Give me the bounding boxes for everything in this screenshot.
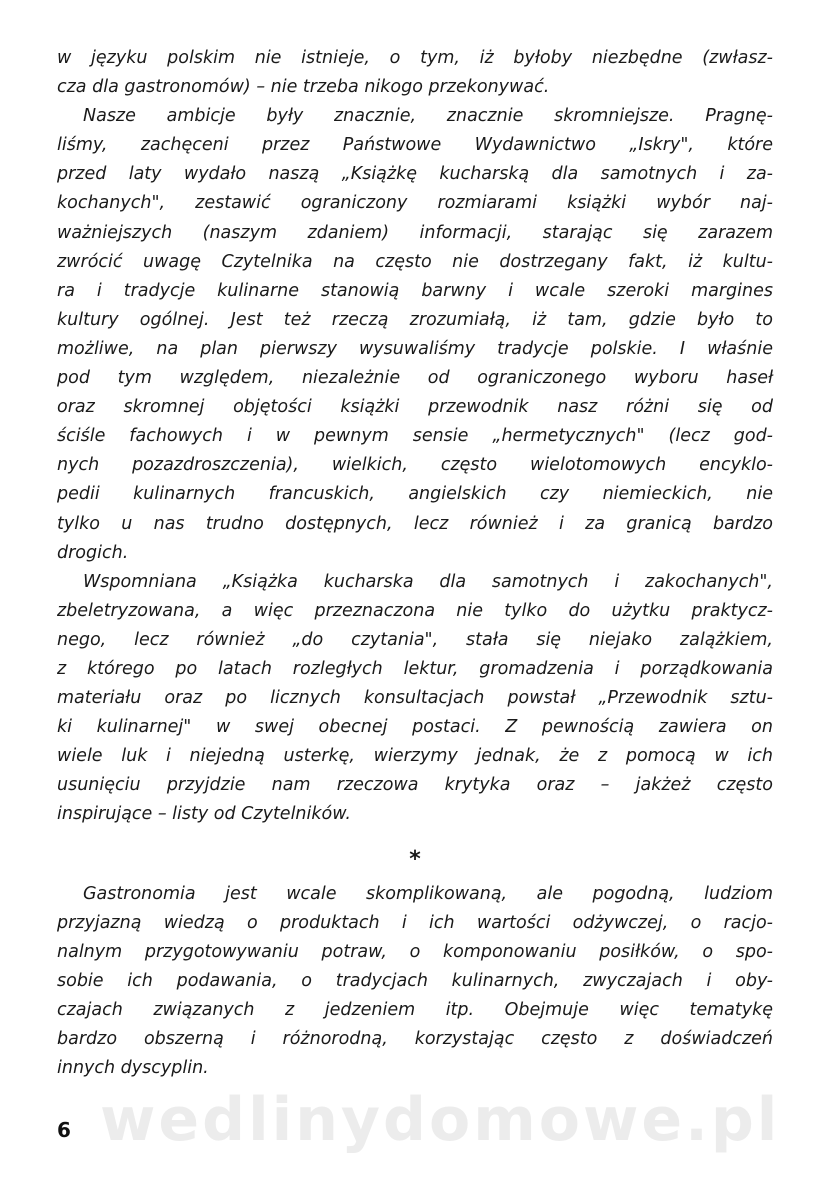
page-number: 6 xyxy=(57,1118,71,1142)
text-line: oraz skromnej objętości książki przewodnik nasz różni się od xyxy=(57,397,773,418)
text-line: innych dyscyplin. xyxy=(57,1058,209,1079)
section-gastronomy-text xyxy=(57,880,773,1084)
text-line: ściśle fachowych i w pewnym sensie „hermetycznych" (lecz god- xyxy=(57,426,773,447)
text-line: cza dla gastronomów) – nie trzeba nikogo przekonywać. xyxy=(57,77,550,98)
watermark: wedlinydomowe.pl xyxy=(100,1085,781,1155)
page-body xyxy=(57,44,773,1083)
text-line: pedii kulinarnych francuskich, angielskich czy niemieckich, nie xyxy=(57,484,773,505)
text-line: Nasze ambicje były znacznie, znacznie skromniejsze. Pragnę- xyxy=(83,106,773,127)
text-line: z którego po latach rozległych lektur, gromadzenia i porządkowania xyxy=(57,658,773,679)
text-line: bardzo obszerną i różnorodną, korzystając często z doświadczeń xyxy=(57,1029,773,1049)
text-line: Gastronomia jest wcale skomplikowaną, ale pogodną, ludziom xyxy=(83,883,773,904)
paragraph xyxy=(57,102,773,568)
paragraph xyxy=(57,44,773,102)
text-line: przyjazną wiedzą o produktach i ich wartości odżywczej, o racjo- xyxy=(57,912,773,933)
text-line: nalnym przygotowywaniu potraw, o komponowaniu posiłków, o spo- xyxy=(57,941,773,962)
text-line: tylko u nas trudno dostępnych, lecz również i za granicą bardzo xyxy=(57,513,773,534)
text-line: sobie ich podawania, o tradycjach kulinarnych, zwyczajach i oby- xyxy=(57,970,773,991)
section-main-text xyxy=(57,44,773,830)
text-line: możliwe, na plan pierwszy wysuwaliśmy tradycje polskie. I właśnie xyxy=(57,338,773,359)
text-line: ważniejszych (naszym zdaniem) informacji, starając się zarazem xyxy=(57,222,773,243)
text-line: przed laty wydało naszą „Książkę kucharską dla samotnych i za- xyxy=(57,164,773,185)
text-line: usunięciu przyjdzie nam rzeczowa krytyka oraz – jakżeż często xyxy=(57,775,773,796)
text-line: Wspomniana „Książka kucharska dla samotnych i zakochanych", xyxy=(83,571,773,592)
text-line: liśmy, zachęceni przez Państwowe Wydawnictwo „Iskry", które xyxy=(57,135,773,156)
text-line: nego, lecz również „do czytania", stała się niejako zalążkiem, xyxy=(57,629,773,650)
text-line: ki kulinarnej" w swej obecnej postaci. Z pewnością zawiera on xyxy=(57,717,773,738)
text-line: kochanych", zestawić ograniczony rozmiarami książki wybór naj- xyxy=(57,193,773,214)
text-line: kultury ogólnej. Jest też rzeczą zrozumiałą, iż tam, gdzie było to xyxy=(57,309,773,330)
paragraph xyxy=(57,880,773,1084)
text-line: w języku polskim nie istnieje, o tym, iż byłoby niezbędne (zwłasz- xyxy=(57,48,773,68)
text-line: ra i tradycje kulinarne stanowią barwny i wcale szeroki margines xyxy=(57,280,773,301)
text-line: drogich. xyxy=(57,542,129,563)
text-line: zbeletryzowana, a więc przeznaczona nie tylko do użytku praktycz- xyxy=(57,600,773,621)
text-line: materiału oraz po licznych konsultacjach powstał „Przewodnik sztu- xyxy=(57,688,773,709)
text-line: nych pozazdroszczenia), wielkich, często wielotomowych encyklo- xyxy=(57,455,773,476)
text-line: zwrócić uwagę Czytelnika na często nie dostrzegany fakt, iż kultu- xyxy=(57,251,773,272)
text-line: czajach związanych z jedzeniem itp. Obejmuje więc tematykę xyxy=(57,999,773,1020)
text-line: pod tym względem, niezależnie od ograniczonego wyboru haseł xyxy=(57,368,773,389)
text-line: wiele luk i niejedną usterkę, wierzymy jednak, że z pomocą w ich xyxy=(57,746,773,767)
text-line: inspirujące – listy od Czytelników. xyxy=(57,804,351,825)
section-separator: * xyxy=(409,846,421,872)
paragraph xyxy=(57,568,773,830)
